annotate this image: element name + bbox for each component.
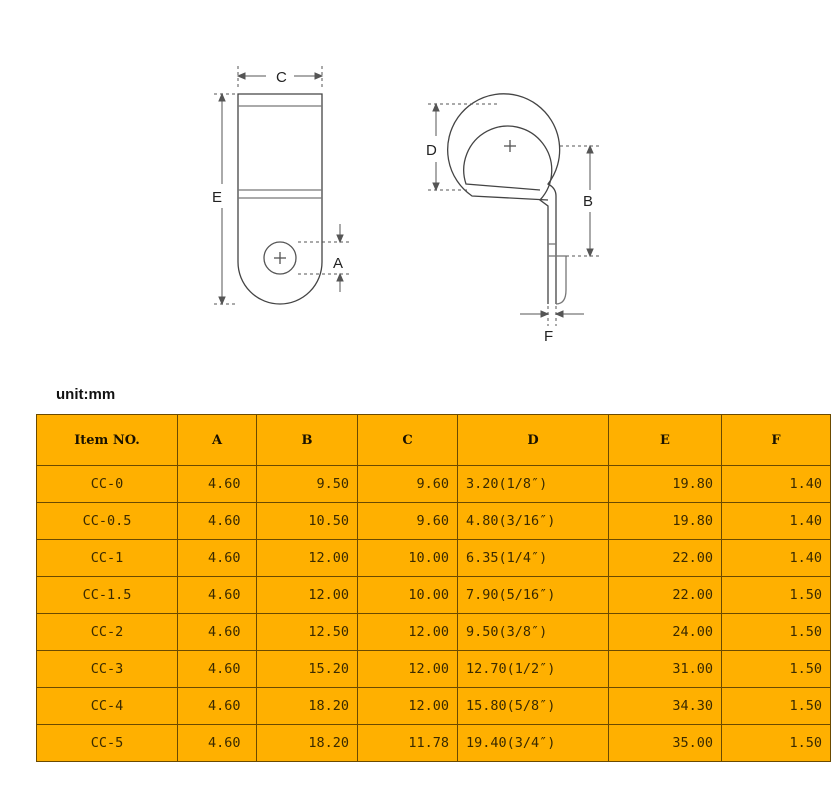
cell-c: 11.78 [358,725,458,762]
header-f: F [722,415,831,466]
cell-b: 18.20 [257,725,358,762]
cell-e: 22.00 [609,577,722,614]
cell-a: 4.60 [178,688,257,725]
cell-f: 1.50 [722,688,831,725]
cell-f: 1.50 [722,614,831,651]
header-a: A [178,415,257,466]
header-item-no: Item NO. [37,415,178,466]
cell-b: 12.00 [257,540,358,577]
table-row [37,725,831,762]
table-row [37,503,831,540]
header-c: C [358,415,458,466]
cell-a: 4.60 [178,577,257,614]
cell-f: 1.40 [722,540,831,577]
cell-e: 34.30 [609,688,722,725]
clip-dimension-diagram [0,0,800,360]
cell-e: 22.00 [609,540,722,577]
cell-d: 9.50(3/8″) [458,614,609,651]
cell-b: 18.20 [257,688,358,725]
cell-item-no: CC-1.5 [37,577,178,614]
side-view-inner [464,126,552,304]
cell-c: 10.00 [358,540,458,577]
unit-label: unit:mm [56,386,116,403]
dimension-f [520,306,584,326]
table-row [37,614,831,651]
table-row [37,540,831,577]
cell-e: 19.80 [609,503,722,540]
side-view-outer [448,94,560,304]
cell-d: 7.90(5/16″) [458,577,609,614]
cell-d: 4.80(3/16″) [458,503,609,540]
label-a: A [333,255,344,272]
cell-item-no: CC-1 [37,540,178,577]
cell-c: 9.60 [358,466,458,503]
cell-e: 31.00 [609,651,722,688]
cell-d: 15.80(5/8″) [458,688,609,725]
cell-a: 4.60 [178,503,257,540]
label-b: B [583,193,594,210]
cell-b: 10.50 [257,503,358,540]
table-header-row [37,415,831,466]
specification-table [36,414,831,762]
cell-e: 19.80 [609,466,722,503]
cell-c: 12.00 [358,651,458,688]
header-d: D [458,415,609,466]
cell-item-no: CC-0 [37,466,178,503]
cell-a: 4.60 [178,651,257,688]
cell-item-no: CC-5 [37,725,178,762]
front-view [238,94,322,304]
label-f: F [544,328,554,345]
cell-d: 6.35(1/4″) [458,540,609,577]
cell-f: 1.50 [722,725,831,762]
header-b: B [257,415,358,466]
cell-c: 10.00 [358,577,458,614]
cell-a: 4.60 [178,725,257,762]
cell-item-no: CC-4 [37,688,178,725]
cell-f: 1.40 [722,466,831,503]
label-c: C [276,69,287,86]
cell-item-no: CC-3 [37,651,178,688]
dimension-b [560,146,600,256]
cell-c: 12.00 [358,614,458,651]
cell-a: 4.60 [178,614,257,651]
cell-b: 15.20 [257,651,358,688]
cell-f: 1.40 [722,503,831,540]
cell-item-no: CC-2 [37,614,178,651]
cell-c: 9.60 [358,503,458,540]
label-d: D [426,142,437,159]
side-view [448,94,566,304]
table-row [37,688,831,725]
cell-b: 9.50 [257,466,358,503]
cell-d: 12.70(1/2″) [458,651,609,688]
cell-c: 12.00 [358,688,458,725]
table-row [37,466,831,503]
cell-f: 1.50 [722,651,831,688]
cell-a: 4.60 [178,466,257,503]
cell-item-no: CC-0.5 [37,503,178,540]
cell-f: 1.50 [722,577,831,614]
cell-e: 24.00 [609,614,722,651]
header-e: E [609,415,722,466]
cell-b: 12.50 [257,614,358,651]
label-e: E [212,189,223,206]
cell-d: 3.20(1/8″) [458,466,609,503]
front-view-outline [238,94,322,304]
cell-a: 4.60 [178,540,257,577]
cell-d: 19.40(3/4″) [458,725,609,762]
table-row [37,577,831,614]
cell-e: 35.00 [609,725,722,762]
cell-b: 12.00 [257,577,358,614]
table-row [37,651,831,688]
